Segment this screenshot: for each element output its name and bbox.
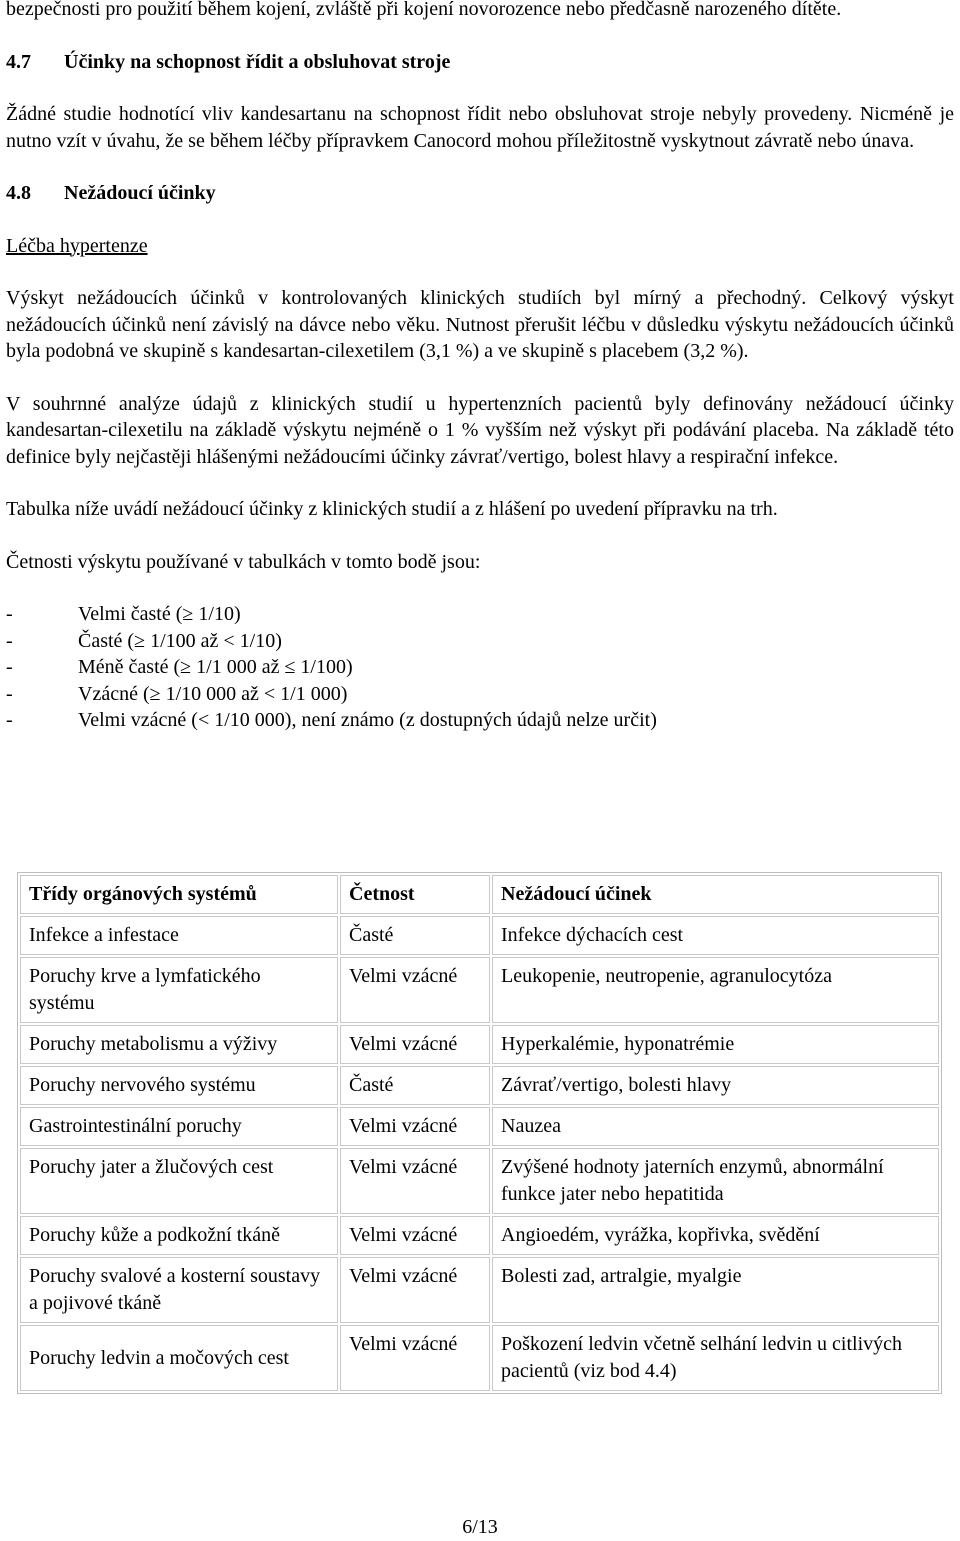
frequency-cell: Velmi vzácné xyxy=(340,1025,490,1064)
frequency-cell: Velmi vzácné xyxy=(340,1325,490,1391)
frequency-cell: Velmi vzácné xyxy=(340,1257,490,1323)
table-row xyxy=(20,916,939,955)
organ-class-cell: Poruchy nervového systému xyxy=(20,1066,338,1105)
section-4-8-number: 4.8 xyxy=(6,182,31,204)
organ-class-cell: Infekce a infestace xyxy=(20,916,338,955)
adverse-effects-paragraph-3: Tabulka níže uvádí nežádoucí účinky z klinických studií a z hlášení po uvedení přípravku na trh. xyxy=(6,498,778,520)
adverse-effects-paragraph-2: V souhrnné analýze údajů z klinických studií u hypertenzních pacientů byly definovány nežádoucí účinky kandesartan-cilexetilu na základě výskytu nejméně o 1 % vyšším než výskyt při podávání placeba. Na základě této definice byly nejčastěji hlášenými nežádoucími účinky závrať/vertigo, bolest hlavy a respirační infekce. xyxy=(6,392,954,468)
frequency-item: - Časté (≥ 1/100 až < 1/10) xyxy=(6,629,282,652)
table-row xyxy=(20,1025,939,1064)
header-adverse-effect: Nežádoucí účinek xyxy=(492,875,939,914)
adverse-effect-cell: Nauzea xyxy=(492,1107,939,1146)
adverse-effect-cell: Infekce dýchacích cest xyxy=(492,916,939,955)
section-4-8-title: Nežádoucí účinky xyxy=(64,182,216,204)
adverse-effect-cell: Hyperkalémie, hyponatrémie xyxy=(492,1025,939,1064)
organ-class-cell: Poruchy svalové a kosterní soustavy a pojivové tkáně xyxy=(20,1257,338,1323)
adverse-effects-table xyxy=(17,872,942,1394)
table-row xyxy=(20,1066,939,1105)
header-frequency: Četnost xyxy=(340,875,490,914)
section-4-7-body: Žádné studie hodnotící vliv kandesartanu na schopnost řídit nebo obsluhovat stroje nebyly provedeny. Nicméně je nutno vzít v úvahu, že se během léčby přípravkem Canocord mohou příležitostně vyskytnout závratě nebo únava. xyxy=(6,103,954,152)
organ-class-cell: Poruchy jater a žlučových cest xyxy=(20,1148,338,1214)
organ-class-cell: Poruchy ledvin a močových cest xyxy=(20,1325,338,1391)
frequency-cell: Časté xyxy=(340,916,490,955)
section-4-7-number: 4.7 xyxy=(6,50,31,73)
frequency-cell: Velmi vzácné xyxy=(340,1107,490,1146)
frequency-item: - Méně časté (≥ 1/1 000 až ≤ 1/100) xyxy=(6,656,353,678)
hypertension-subheading: Léčba hypertenze xyxy=(6,234,148,257)
frequency-item: - Velmi vzácné (< 1/10 000), není známo (z dostupných údajů nelze určit) xyxy=(6,709,657,731)
frequency-item: - Vzácné (≥ 1/10 000 až < 1/1 000) xyxy=(6,682,348,705)
organ-class-cell: Poruchy metabolismu a výživy xyxy=(20,1025,338,1064)
intro-tail-paragraph: bezpečnosti pro použití během kojení, zvláště při kojení novorozence nebo předčasně narozeného dítěte. xyxy=(6,0,842,20)
frequency-intro: Četnosti výskytu používané v tabulkách v tomto bodě jsou: xyxy=(6,550,481,573)
table-row xyxy=(20,957,939,1023)
organ-class-cell: Poruchy kůže a podkožní tkáně xyxy=(20,1216,338,1255)
section-4-7-title: Účinky na schopnost řídit a obsluhovat stroje xyxy=(64,50,451,73)
section-4-7-heading xyxy=(6,49,954,76)
header-organ-class: Třídy orgánových systémů xyxy=(20,875,338,914)
adverse-effect-cell: Leukopenie, neutropenie, agranulocytóza xyxy=(492,957,939,1023)
frequency-cell: Velmi vzácné xyxy=(340,957,490,1023)
frequency-cell: Velmi vzácné xyxy=(340,1148,490,1214)
document-page xyxy=(6,0,954,734)
adverse-effect-cell: Zvýšené hodnoty jaterních enzymů, abnormální funkce jater nebo hepatitida xyxy=(492,1148,939,1214)
table-row xyxy=(20,1107,939,1146)
table-row xyxy=(20,1257,939,1323)
organ-class-cell: Gastrointestinální poruchy xyxy=(20,1107,338,1146)
adverse-effect-cell: Angioedém, vyrážka, kopřivka, svědění xyxy=(492,1216,939,1255)
adverse-effect-cell: Závrať/vertigo, bolesti hlavy xyxy=(492,1066,939,1105)
table-row xyxy=(20,1148,939,1214)
frequency-cell: Velmi vzácné xyxy=(340,1216,490,1255)
organ-class-cell: Poruchy krve a lymfatického systému xyxy=(20,957,338,1023)
table-row xyxy=(20,1216,939,1255)
adverse-effect-cell: Bolesti zad, artralgie, myalgie xyxy=(492,1257,939,1323)
frequency-cell: Časté xyxy=(340,1066,490,1105)
adverse-effect-cell: Poškození ledvin včetně selhání ledvin u citlivých pacientů (viz bod 4.4) xyxy=(492,1325,939,1391)
table-row xyxy=(20,1325,939,1391)
adverse-effects-paragraph-1: Výskyt nežádoucích účinků v kontrolovaných klinických studiích byl mírný a přechodný. Celkový výskyt nežádoucích účinků není závislý na dávce nebo věku. Nutnost přerušit léčbu v důsledku výskytu nežádoucích účinků byla podobná ve skupině s kandesartan-cilexetilem (3,1 %) a ve skupině s placebem (3,2 %). xyxy=(6,287,954,362)
table-header-row xyxy=(20,875,939,914)
section-4-8-heading xyxy=(6,180,954,207)
page-number: 6/13 xyxy=(462,1516,498,1538)
frequency-list xyxy=(6,601,954,734)
frequency-item: - Velmi časté (≥ 1/10) xyxy=(6,603,241,625)
